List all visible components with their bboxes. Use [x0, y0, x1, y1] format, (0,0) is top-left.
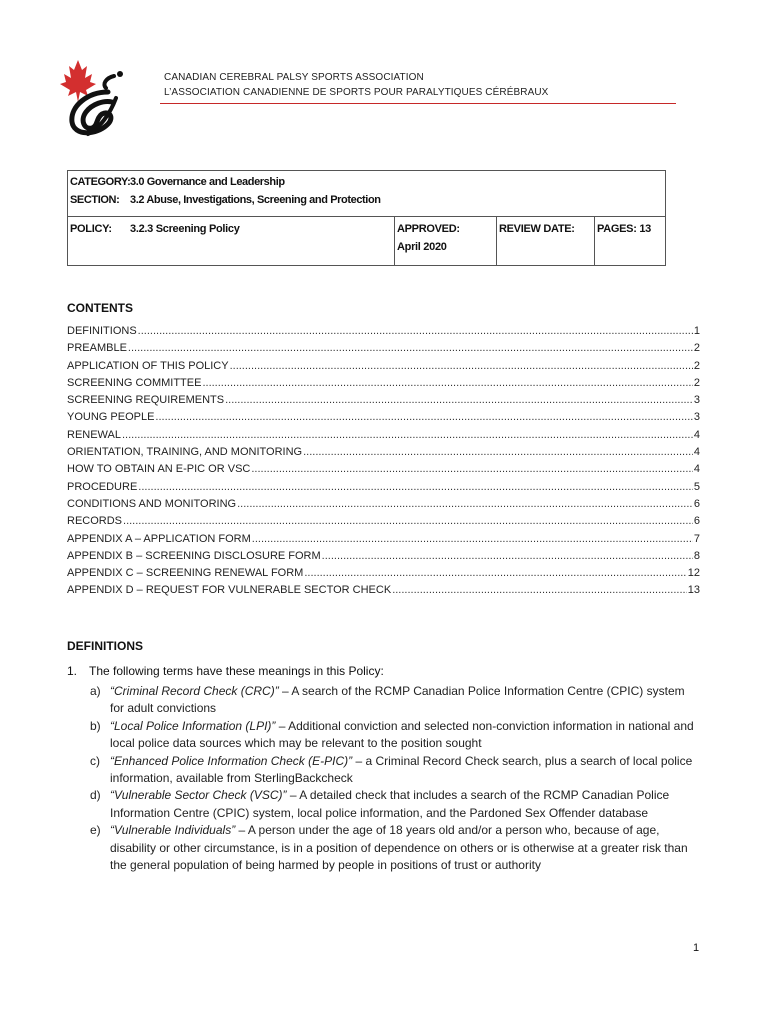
definition-item: d) “Vulnerable Sector Check (VSC)” – A detailed check that includes a search of the RCMP Canadian Police Information Centre (CPIC) system, local police information, and the Pardoned Sex Offender database	[90, 788, 670, 820]
toc-item[interactable]: YOUNG PEOPLE ..... 3	[67, 411, 700, 428]
toc-item[interactable]: PREAMBLE ..... 2	[67, 342, 700, 359]
toc-item[interactable]: HOW TO OBTAIN AN E-PIC OR VSC ..... 4	[67, 463, 700, 480]
approved-label: APPROVED:	[397, 223, 460, 235]
info-bottom-row	[68, 217, 665, 265]
definition-item: e) “Vulnerable Individuals” – A person under the age of 18 years old and/or a person who, because of age, disability or other circumstance, is in a position of dependence on others or is otherwise at a greater risk than the general population of being harmed by people in positions of trust or authority	[90, 823, 688, 873]
category-row	[70, 174, 285, 190]
section-label: SECTION:	[70, 194, 120, 206]
contents-heading: CONTENTS	[67, 301, 133, 315]
intro-number: 1.	[67, 664, 78, 678]
toc-item[interactable]: RECORDS ..... 6	[67, 515, 700, 532]
definitions-intro	[67, 663, 384, 680]
definition-term: “Vulnerable Individuals”	[110, 823, 236, 838]
table-of-contents	[67, 325, 700, 602]
policy-value: 3.2.3 Screening Policy	[130, 223, 240, 235]
approved-value: April 2020	[397, 241, 447, 253]
toc-item[interactable]: CONDITIONS AND MONITORING ..... 6	[67, 498, 700, 515]
toc-item[interactable]: PROCEDURE ..... 5	[67, 481, 700, 498]
toc-item[interactable]: DEFINITIONS ..... 1	[67, 325, 700, 342]
org-name-fr: L’ASSOCIATION CANADIENNE DE SPORTS POUR PARALYTIQUES CÉRÉBRAUX	[164, 87, 549, 98]
page-number: 1	[693, 942, 700, 954]
definition-term: “Vulnerable Sector Check (VSC)”	[110, 788, 287, 803]
toc-item[interactable]: APPENDIX C – SCREENING RENEWAL FORM ..... 12	[67, 567, 700, 584]
definition-text: – A search of the RCMP Canadian Police Information Centre (CPIC) system for adult convictions	[110, 684, 685, 716]
category-label: CATEGORY:	[70, 176, 131, 188]
definitions-heading: DEFINITIONS	[67, 639, 144, 653]
definition-term: “Criminal Record Check (CRC)”	[110, 684, 279, 698]
definition-term: “Local Police Information (LPI)”	[110, 718, 276, 733]
toc-item[interactable]: SCREENING REQUIREMENTS ..... 3	[67, 394, 700, 411]
category-value: 3.0 Governance and Leadership	[130, 176, 285, 188]
toc-item[interactable]: APPLICATION OF THIS POLICY ..... 2	[67, 360, 700, 377]
toc-item[interactable]: APPENDIX D – REQUEST FOR VULNERABLE SECTOR CHECK ..... 13	[67, 584, 700, 601]
intro-text: The following terms have these meanings in this Policy:	[89, 664, 384, 678]
section-value: 3.2 Abuse, Investigations, Screening and Protection	[130, 194, 381, 206]
toc-item[interactable]: APPENDIX A – APPLICATION FORM ..... 7	[67, 533, 700, 550]
definition-term: “Enhanced Police Information Check (E-PIC)”	[110, 753, 353, 768]
definition-text: – a Criminal Record Check search, plus a search of local police information, available from SterlingBackcheck	[110, 753, 693, 786]
toc-item[interactable]: APPENDIX B – SCREENING DISCLOSURE FORM ..... 8	[67, 550, 700, 567]
maple-leaf-logo	[58, 58, 130, 138]
definition-item: b) “Local Police Information (LPI)” – Additional conviction and selected non-conviction information in national and local police data sources which may be relevant to the position sought	[90, 718, 694, 751]
toc-item[interactable]: SCREENING COMMITTEE ..... 2	[67, 377, 700, 394]
definitions-list	[90, 683, 700, 874]
info-top-row	[68, 171, 665, 217]
definition-text: – Additional conviction and selected non-conviction information in national and local police data sources which may be relevant to the position sought	[110, 718, 694, 751]
toc-item[interactable]: ORIENTATION, TRAINING, AND MONITORING ..... 4	[67, 446, 700, 463]
pages-label: PAGES: 13	[594, 217, 665, 265]
definition-item: a) “Criminal Record Check (CRC)” – A search of the RCMP Canadian Police Information Centre (CPIC) system for adult convictions	[90, 684, 685, 716]
policy-info-box	[67, 170, 666, 266]
definition-item: c) “Enhanced Police Information Check (E-PIC)” – a Criminal Record Check search, plus a search of local police information, available from SterlingBackcheck	[90, 753, 693, 786]
org-name	[164, 70, 548, 100]
header-rule	[160, 103, 676, 104]
approved-cell	[394, 217, 496, 265]
definition-text: – A detailed check that includes a search of the RCMP Canadian Police Information Centre (CPIC) system, local police information, and the Pardoned Sex Offender database	[110, 788, 670, 820]
section-row	[70, 192, 381, 208]
toc-item[interactable]: RENEWAL ..... 4	[67, 429, 700, 446]
review-date-label: REVIEW DATE:	[496, 217, 594, 265]
org-name-en: CANADIAN CEREBRAL PALSY SPORTS ASSOCIATION	[164, 72, 424, 83]
definition-text: – A person under the age of 18 years old and/or a person who, because of age, disability or other circumstance, is in a position of dependence on others or is otherwise at a greater risk than the general population of being harmed by people in positions of trust or authority	[110, 823, 688, 873]
policy-label: POLICY:	[70, 223, 112, 235]
